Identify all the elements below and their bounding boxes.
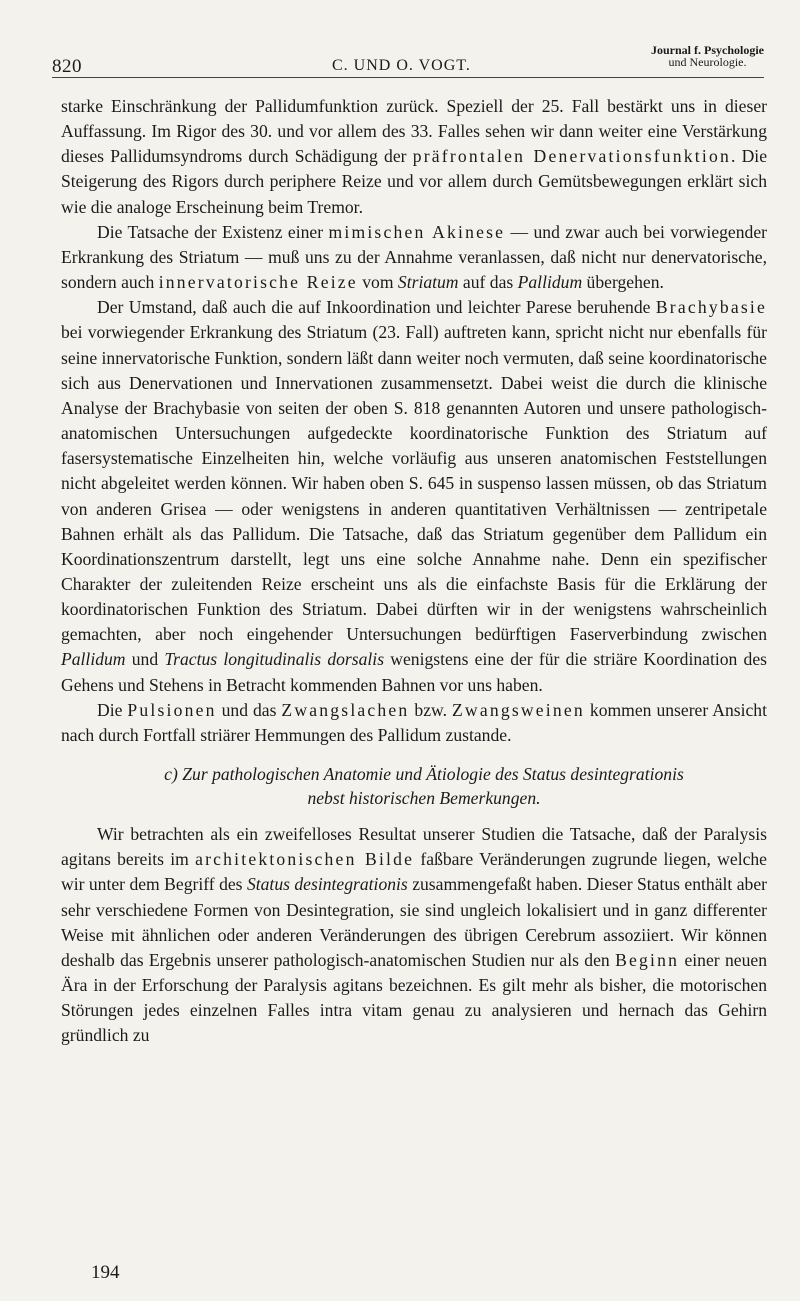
paragraph-4-text-a: Die (97, 699, 128, 720)
paragraph-2-text-d: auf das (458, 272, 518, 293)
section-heading-line2: nebst historischen Bemerkungen. (307, 788, 541, 809)
paragraph-5-spaced-term-2: Beginn (615, 949, 680, 970)
paragraph-3-italic-2: Tractus longitudinalis dorsalis (164, 649, 385, 670)
paragraph-4-spaced-term: Pulsionen (127, 699, 217, 720)
page-number: 820 (52, 56, 82, 77)
paragraph-2-text-c: vom (357, 272, 398, 293)
paragraph-2 (61, 220, 767, 295)
paragraph-3-spaced-term: Brachybasie (655, 297, 767, 318)
paragraph-2-spaced-term-2: innervatorische Reize (158, 272, 358, 293)
paragraph-4 (61, 698, 767, 748)
journal-title-line2: und Neurologie. (668, 55, 747, 69)
paragraph-4-text-b: und das (216, 699, 282, 720)
paragraph-4-spaced-term-2: Zwangslachen (281, 699, 410, 720)
paragraph-3-text-b: bei vorwiegender Erkrankung des Striatum (23. Fall) auftreten kann, spricht nicht nur ebenfalls für seine innervatorische Funktion, sondern läßt dann weiter noch vermuten, daß seine koordinatorische sich aus Denervationen und Innervationen zusammensetzt. Dabei weist die durch die klinische Analyse der Brachybasie von seiten der oben S. 818 genannten Autoren und unsere pathologisch-anatomischen Untersuchungen aufgedeckte koordinatorische Funktion des Striatum auf fasersystematische Einzelheiten hin, welche vorläufig aus unseren anatomischen Feststellungen nicht abgeleitet werden können. Wir haben oben S. 645 in suspenso lassen müssen, ob das Striatum von anderen Grisea — oder wenigstens in anderen quantitativen Verhältnissen — zentripetale Bahnen erhält als das Pallidum. Die Tatsache, daß das Striatum gegenüber dem Pallidum ein Koordinationszentrum darstellt, legt uns eine solche Annahme nahe. Denn ein spezifischer Charakter der zuleitenden Reize erscheint uns als die einfachste Basis für die Erklärung der koordinatorischen Funktion des Striatum. Dabei dürften wir in der wenigstens wahrscheinlich gemachten, aber noch eingehender Untersuchungen bedürftigen Faserverbindung zwischen (61, 322, 767, 645)
paragraph-5-italic-1: Status desintegrationis (246, 874, 408, 895)
header-rule (52, 77, 764, 78)
paragraph-1-spaced-term: präfrontalen Denervationsfunktion (412, 146, 731, 167)
paragraph-3-text-d: wenigstens eine der für die striäre Koordination des Gehens und Stehens in Betracht kommenden Bahnen vor uns haben. (61, 649, 767, 695)
paragraph-2-italic-2: Pallidum (517, 272, 583, 293)
section-heading-line1: c) Zur pathologischen Anatomie und Ätiologie des Status desintegrationis (164, 764, 684, 785)
paragraph-2-text-b: — und zwar auch bei vorwiegender Erkrankung des Striatum — muß uns zu der Annahme veranlassen, daß nicht nur denervatorische, sondern auch (61, 221, 767, 293)
body-text (61, 94, 767, 1048)
paragraph-3 (61, 295, 767, 698)
paragraph-3-text-a: Der Umstand, daß auch die auf Inkoordination und leichter Parese beruhende (97, 297, 656, 318)
journal-title-line1: Journal f. Psychologie (651, 43, 764, 57)
journal-title (651, 44, 764, 68)
paragraph-2-text-e: übergehen. (582, 272, 664, 293)
paragraph-2-italic-1: Striatum (397, 272, 459, 293)
paragraph-1 (61, 94, 767, 220)
paragraph-3-text-c: und (125, 649, 165, 670)
paragraph-2-text-a: Die Tatsache der Existenz einer (97, 221, 329, 242)
page-header (52, 44, 764, 78)
paragraph-1-text-end: . Die Steigerung des Rigors durch periphere Reize und vor allem durch Gemütsbewegungen erklärt sich wie die analoge Erscheinung beim Tremor. (61, 146, 768, 217)
paragraph-4-text-d: kommen unserer Ansicht nach durch Fortfall striärer Hemmungen des Pallidum zustande. (61, 699, 767, 745)
paragraph-3-italic-1: Pallidum (61, 649, 126, 670)
running-head-authors: C. UND O. VOGT. (332, 57, 471, 74)
paragraph-5-text-c: zusammengefaßt haben. Dieser Status enthält aber sehr verschiedene Formen von Desintegration, sie sind ungleich lokalisiert und in ganz differenter Weise mit ähnlichen oder anderen Veränderungen des übrigen Cerebrum assoziiert. Wir können deshalb das Ergebnis unserer pathologisch-anatomischen Studien nur als den (61, 874, 768, 970)
paragraph-5 (61, 822, 767, 1048)
paragraph-5-text-a: Wir betrachten als ein zweifelloses Resultat unserer Studien die Tatsache, daß der Paralysis agitans bereits im (61, 824, 767, 870)
signature-number: 194 (91, 1262, 120, 1283)
paragraph-2-spaced-term: mimischen Akinese (328, 221, 506, 242)
paragraph-1-text: starke Einschränkung der Pallidumfunktion zurück. Speziell der 25. Fall bestärkt uns in dieser Auffassung. Im Rigor des 30. und vor allem des 33. Falles sehen wir dann weiter eine Verstärkung dieses Pallidumsyndroms durch Schädigung der (61, 96, 767, 167)
paragraph-5-text-b: faßbare Veränderungen zugrunde liegen, welche wir unter dem Begriff des (61, 849, 767, 895)
section-heading (61, 762, 767, 810)
paragraph-5-text-d: einer neuen Ära in der Erforschung der Paralysis agitans bezeichnen. Es gilt mehr als bisher, die motorischen Störungen jedes einzelnen Falles intra vitam genau zu analysieren und hernach das Gehirn gründlich zu (61, 949, 767, 1046)
paragraph-5-spaced-term: architektonischen Bilde (195, 849, 415, 870)
paragraph-4-spaced-term-3: Zwangsweinen (451, 699, 585, 720)
paragraph-4-text-c: bzw. (409, 699, 452, 720)
